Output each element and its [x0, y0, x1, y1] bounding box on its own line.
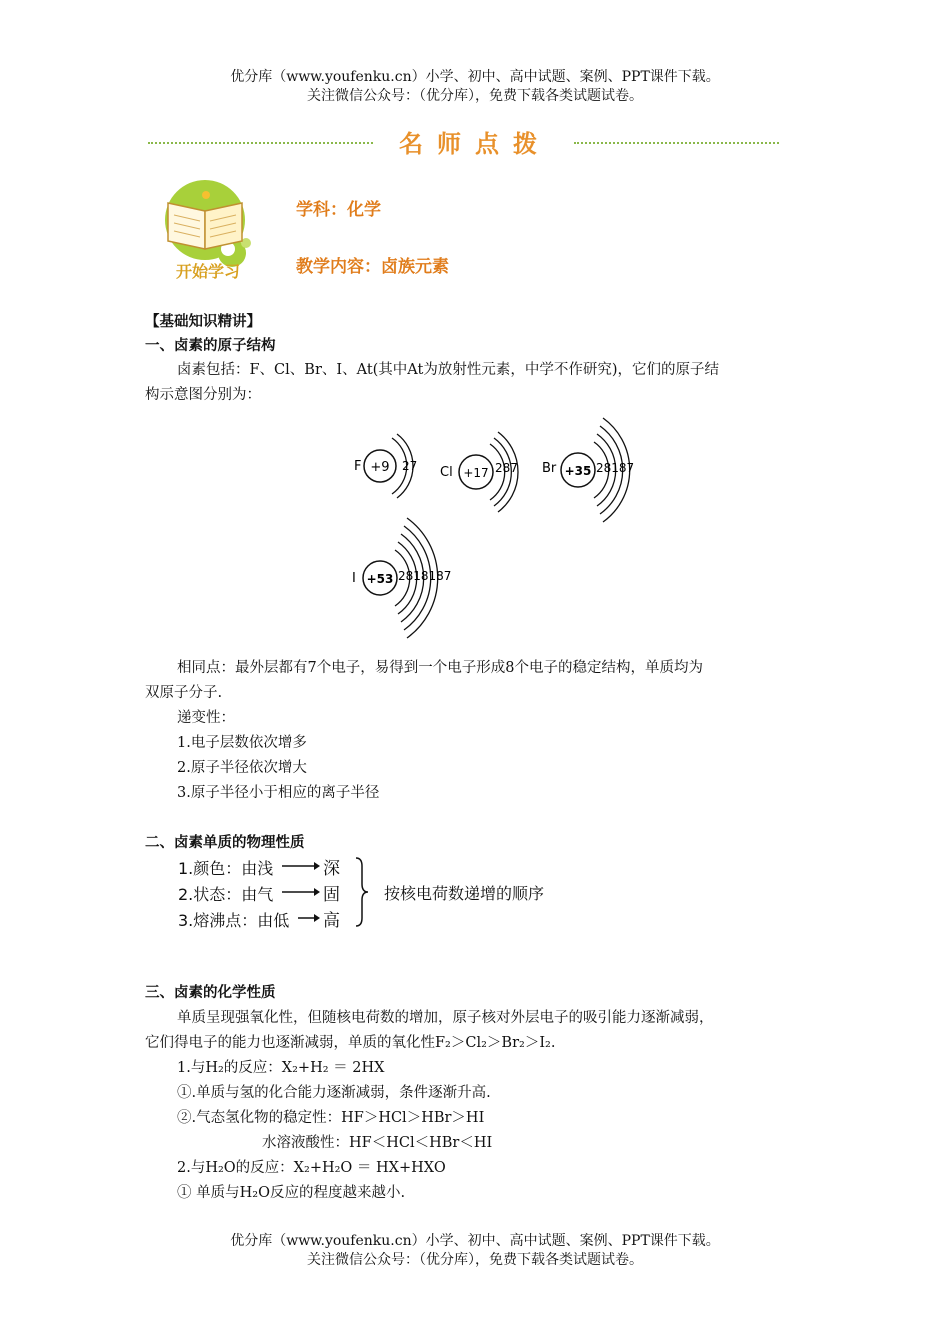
phys-note: 按核电荷数递增的顺序	[384, 884, 545, 903]
atom-symbol: Cl	[440, 465, 453, 480]
content-label: 教学内容：卤族元素	[296, 257, 449, 277]
shell-electrons: 28187	[596, 461, 635, 475]
arrow-right-icon	[282, 862, 320, 870]
subject-label: 学科：化学	[296, 200, 381, 220]
start-learning-logo	[160, 175, 260, 285]
phys-row-label: 1.颜色：由浅	[178, 859, 274, 878]
footer-line-2: 关注微信公众号：（优分库），免费下载各类试题试卷。	[307, 1252, 643, 1268]
phys-row-result: 固	[323, 885, 340, 905]
atomic-structure-diagrams	[340, 410, 660, 640]
reaction-h2o-note-1: ① 单质与H₂O反应的程度越来越小.	[177, 1185, 406, 1201]
reaction-h2-note-3: 水溶液酸性：HF＜HCl＜HBr＜HI	[262, 1135, 493, 1151]
banner-divider-right	[574, 142, 779, 144]
header-line-2: 关注微信公众号：（优分库），免费下载各类试题试卷。	[307, 88, 643, 104]
phys-row-result: 高	[323, 911, 340, 931]
header-line-1: 优分库（www.youfenku.cn）小学、初中、高中试题、案例、PPT课件下载。	[230, 69, 720, 85]
trend-item: 1.电子层数依次增多	[177, 735, 307, 751]
trend-label: 递变性：	[177, 710, 235, 726]
reaction-h2-note-1: ①.单质与氢的化合能力逐渐减弱，条件逐渐升高.	[177, 1085, 491, 1101]
chem-paragraph-1: 单质呈现强氧化性，但随核电荷数的增加，原子核对外层电子的吸引能力逐渐减弱，	[177, 1010, 714, 1026]
shell-electrons: 27	[402, 459, 418, 473]
nucleus-charge: +9	[370, 460, 390, 475]
shell-electrons: 2818187	[398, 569, 452, 583]
trend-item: 2.原子半径依次增大	[177, 760, 307, 776]
basic-knowledge-heading: 【基础知识精讲】	[145, 314, 261, 330]
shell-electrons: 287	[495, 461, 518, 475]
atom-I	[352, 518, 451, 638]
arrow-right-icon	[298, 914, 320, 922]
arrow-right-icon	[282, 888, 320, 896]
nucleus-charge: +17	[463, 466, 489, 480]
reaction-h2: 1.与H₂的反应：X₂+H₂ ＝ 2HX	[177, 1060, 385, 1076]
atom-Cl	[440, 432, 518, 512]
similarity-line-2: 双原子分子.	[145, 685, 223, 701]
section-1-intro-1: 卤素包括：F、Cl、Br、I、At(其中At为放射性元素，中学不作研究)，它们的原子结	[177, 362, 720, 378]
nucleus-charge: +35	[564, 464, 592, 478]
phys-row-label: 2.状态：由气	[178, 885, 274, 904]
similarity-line-1: 相同点：最外层都有7个电子，易得到一个电子形成8个电子的稳定结构，单质均为	[177, 660, 703, 676]
nucleus-charge: +53	[366, 572, 394, 586]
section-3-heading: 三、卤素的化学性质	[145, 985, 276, 1001]
section-2-heading: 二、卤素单质的物理性质	[145, 835, 305, 851]
reaction-h2o: 2.与H₂O的反应：X₂+H₂O ＝ HX+HXO	[177, 1160, 446, 1176]
banner-title: 名师点拨	[399, 130, 551, 158]
atom-symbol: I	[352, 571, 356, 586]
atom-F	[354, 434, 417, 498]
atom-Br	[542, 418, 634, 522]
section-1-heading: 一、卤素的原子结构	[145, 338, 276, 354]
reaction-h2-note-2: ②.气态氢化物的稳定性：HF＞HCl＞HBr＞HI	[177, 1110, 485, 1126]
chem-paragraph-2: 它们得电子的能力也逐渐减弱，单质的氧化性F₂＞Cl₂＞Br₂＞I₂.	[145, 1035, 556, 1051]
footer-line-1: 优分库（www.youfenku.cn）小学、初中、高中试题、案例、PPT课件下载。	[230, 1233, 720, 1249]
logo-caption: 开始学习	[176, 262, 241, 281]
section-1-intro-2: 构示意图分别为：	[145, 387, 261, 403]
atom-symbol: F	[354, 459, 362, 474]
brace-icon	[356, 858, 368, 926]
trend-item: 3.原子半径小于相应的离子半径	[177, 785, 380, 801]
phys-row-label: 3.熔沸点：由低	[178, 911, 290, 930]
atom-symbol: Br	[542, 461, 557, 476]
phys-row-result: 深	[323, 859, 340, 879]
